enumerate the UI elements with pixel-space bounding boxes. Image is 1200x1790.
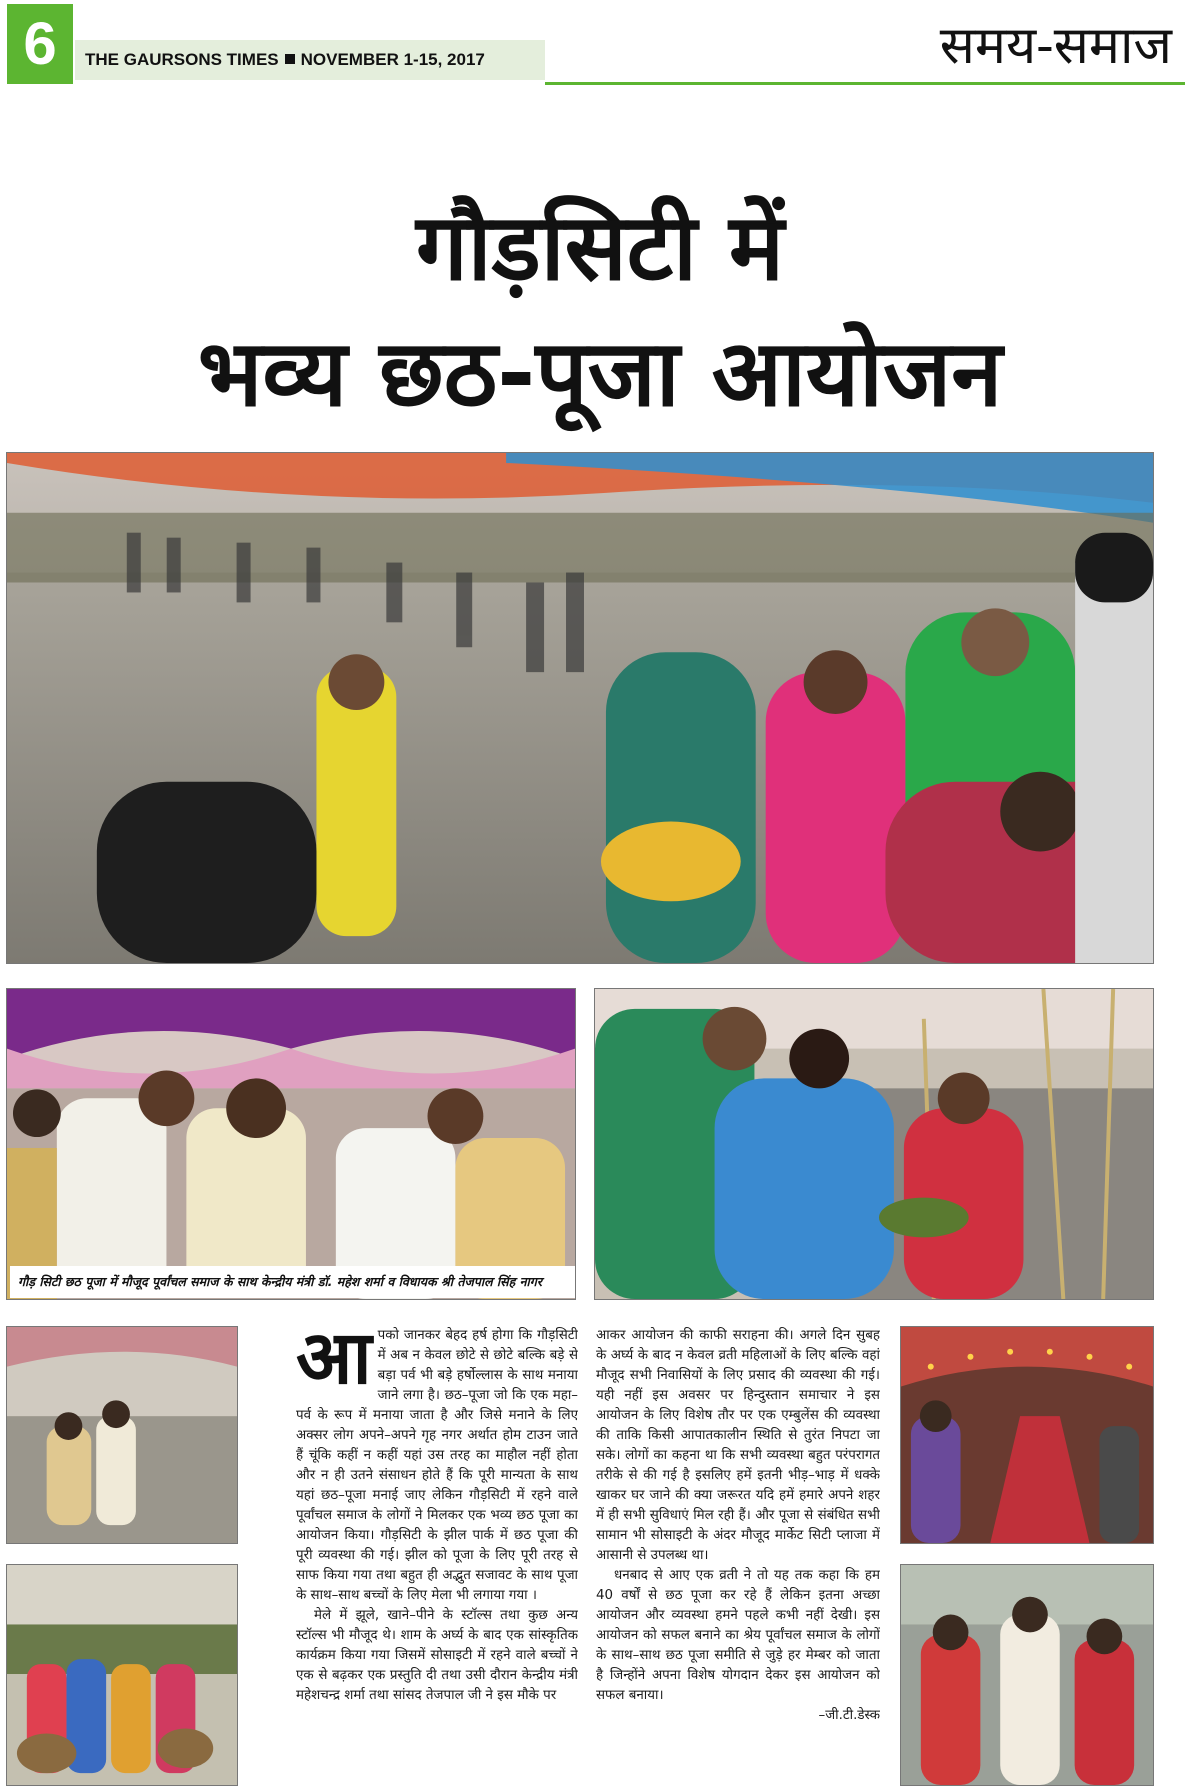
drop-cap: आ: [296, 1326, 372, 1401]
photo-stage-dignitaries: [7, 989, 575, 1299]
photo-devotees-water: [7, 1327, 237, 1543]
issue-date: NOVEMBER 1-15, 2017: [300, 50, 485, 69]
small-photo-1: [6, 1326, 238, 1544]
small-photo-4: [900, 1564, 1154, 1786]
photo-procession: [7, 1565, 237, 1785]
photo-caption: गौड़ सिटी छठ पूजा में मौजूद पूर्वांचल समाज के साथ केन्द्रीय मंत्री डॉ. महेश शर्मा व विधायक श्री तेजपाल सिंह नागर: [10, 1266, 575, 1298]
photo-chhath-lake: [7, 453, 1153, 963]
article-column-1: [296, 1326, 578, 1786]
article-column-2: [596, 1326, 880, 1786]
small-photo-3: [900, 1326, 1154, 1544]
small-photo-2: [6, 1564, 238, 1786]
publication-name: THE GAURSONS TIMES: [85, 50, 279, 69]
photo-fair-entrance: [901, 1327, 1153, 1543]
page-number: 6: [7, 4, 73, 84]
section-title: समय-समाज: [939, 16, 1172, 76]
headline-line-2: भव्य छठ-पूजा आयोजन: [197, 320, 1003, 427]
photo-women-offering: [595, 989, 1153, 1299]
article-paragraph: मेले में झूले, खाने–पीने के स्टॉल्स तथा कुछ अन्य स्टॉल्स भी मौजूद थे। शाम के अर्घ्य के बाद एक सांस्कृतिक कार्यक्रम किया गया जिसमें सोसाइटी में रहने वाले बच्चों ने एक से बढ़कर एक प्रस्तुति दी तथा उसी दौरान केन्द्रीय मंत्री महेशचन्द्र शर्मा तथा सांसद तेजपाल जी ने इस मौके पर: [296, 1608, 578, 1703]
main-photo: [6, 452, 1154, 964]
photo-praying-water: [901, 1565, 1153, 1785]
byline: –जी.टी.डेस्क: [818, 1708, 880, 1723]
header-rule: [545, 82, 1185, 85]
offering-photo: [594, 988, 1154, 1300]
separator-square: [285, 54, 295, 64]
article-paragraph: पको जानकर बेहद हर्ष होगा कि गौड़सिटी में अब न केवल छोटे से छोटे बल्कि बड़े से बड़ा पर्व भी बड़े हर्षोल्लास के साथ मनाया जाने लगा है। छठ–पूजा जो कि एक महा–पर्व के रूप में मनाया जाता है और जिसे मनाने के लिए अक्सर लोग अपने–अपने गृह नगर अर्थात होम टाउन जाते हैं चूंकि कहीं न कहीं यहां उस तरह का माहौल नहीं होता और न ही उतने संसाधन होते हैं कि पूरी मान्यता के साथ यहां छठ–पूजा मनाई जाए लेकिन गौड़सिटी में रहने वाले पूर्वांचल समाज के लोगों ने मिलकर एक भव्य छठ पूजा का आयोजन किया। गौड़सिटी के झील पार्क में छठ पूजा की पूरी व्यवस्था की गई। झील को पूजा के लिए पूरी तरह से साफ किया गया तथा बहुत ही अद्भुत सजावट के साथ पूजा के साथ–साथ बच्चों के लिए मेला भी लगाया गया ।: [296, 1328, 578, 1603]
stage-photo: [6, 988, 576, 1300]
masthead: [75, 40, 545, 80]
headline-line-1: गौड़सिटी में: [415, 194, 785, 301]
article-paragraph: आकर आयोजन की काफी सराहना की। अगले दिन सुबह के अर्घ्य के बाद न केवल व्रती महिलाओं के लिए बल्कि वहां मौजूद सभी निवासियों के लिए प्रसाद की व्यवस्था की गई। यही नहीं इस अवसर पर हिन्दुस्तान समाचार ने इस आयोजन के लिए विशेष तौर पर एक एम्बुलेंस की व्यवस्था की ताकि किसी आपातकालीन स्थिति से तुरंत निपटा जा सके। लोगों का कहना था कि सभी व्यवस्था बहुत परंपरागत तरीके से की गई है इसलिए हमें इतनी भीड़–भाड़ में धक्के खाकर घर जाने की क्या जरूरत यदि हमें हमारे अपने शहर में ही सभी सुविधाएं मिल रही हैं। और पूजा से संबंधित सभी सामान भी सोसाइटी के अंदर मौजूद मार्केट सिटी प्लाजा में आसानी से उपलब्ध था।: [596, 1328, 880, 1563]
headline: [0, 185, 1200, 437]
article-paragraph: धनबाद से आए एक व्रती ने तो यह तक कहा कि हम 40 वर्षों से छठ पूजा कर रहे हैं लेकिन इतना अच्छा आयोजन और व्यवस्था हमने पहले कभी नहीं देखी। इस आयोजन को सफल बनाने का श्रेय पूर्वांचल समाज के लोगों के साथ–साथ छठ पूजा समीति से जुड़े हर मेम्बर को जाता है जिन्होंने अपना विशेष योगदान देकर इस आयोजन को सफल बनाया।: [596, 1568, 880, 1703]
